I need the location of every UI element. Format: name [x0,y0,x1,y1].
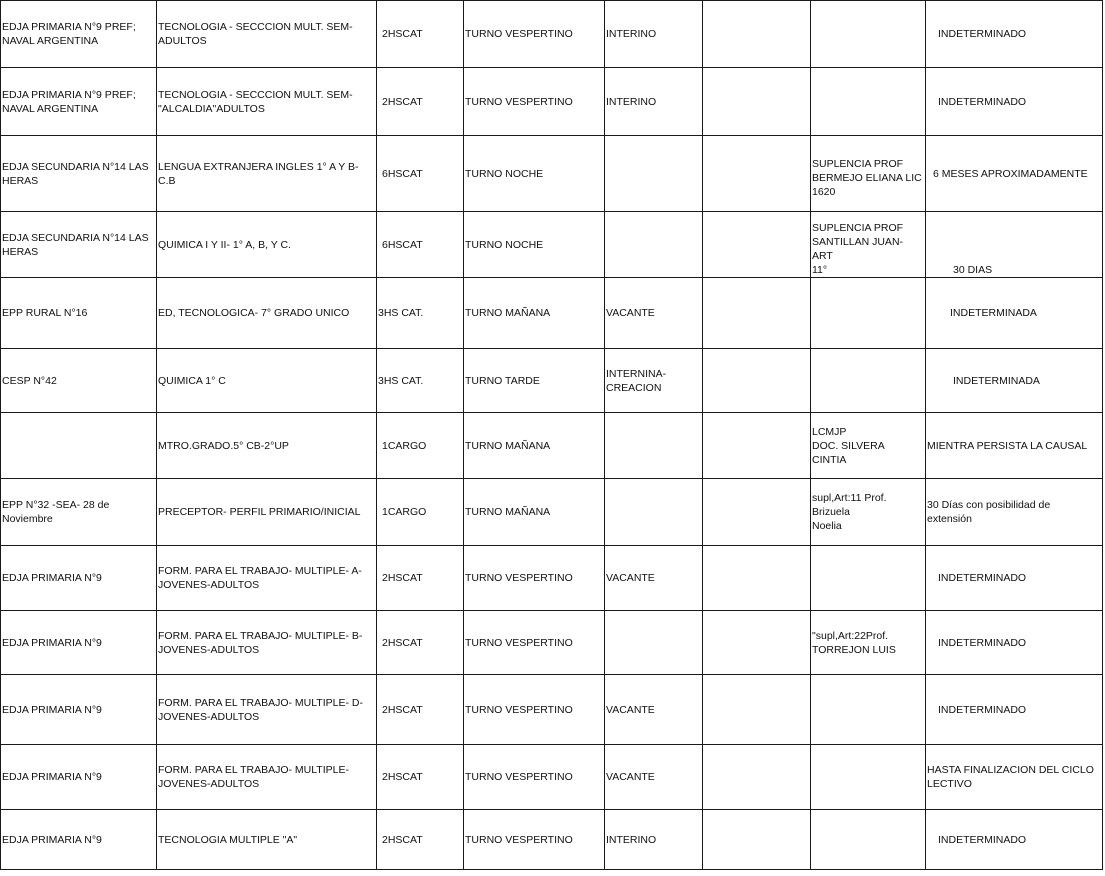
replacement-cell [811,278,926,349]
replacement-cell [811,546,926,611]
subject-cell: PRECEPTOR- PERFIL PRIMARIO/INICIAL [157,479,377,546]
replacement-cell [811,810,926,870]
replacement-cell [811,68,926,136]
school-cell: EDJA SECUNDARIA N°14 LAS HERAS [1,136,157,212]
hours-cell: 3HS CAT. [377,349,464,413]
duration-cell: MIENTRA PERSISTA LA CAUSAL [926,413,1103,479]
empty-cell [703,810,811,870]
status-cell: VACANTE [605,745,703,810]
duration-cell: INDETERMINADO [926,611,1103,675]
duration-cell: INDETERMINADO [926,675,1103,745]
replacement-cell [811,349,926,413]
duration-cell: INDETERMINADA [926,349,1103,413]
duration-cell: INDETERMINADO [926,546,1103,611]
shift-cell: TURNO VESPERTINO [464,675,605,745]
school-cell: EDJA PRIMARIA N°9 [1,745,157,810]
status-cell: INTERNINA- CREACION [605,349,703,413]
empty-cell [703,745,811,810]
table-row [1,810,1103,870]
shift-cell: TURNO NOCHE [464,136,605,212]
status-cell: INTERINO [605,1,703,68]
empty-cell [703,136,811,212]
shift-cell: TURNO NOCHE [464,212,605,278]
replacement-cell: SUPLENCIA PROF BERMEJO ELIANA LIC 1620 [811,136,926,212]
status-cell [605,136,703,212]
school-cell: EPP N°32 -SEA- 28 de Noviembre [1,479,157,546]
status-cell: VACANTE [605,278,703,349]
duration-cell: INDETERMINADO [926,68,1103,136]
duration-cell: 30 Días con posibilidad de extensión [926,479,1103,546]
replacement-cell [811,745,926,810]
school-cell [1,413,157,479]
replacement-cell [811,675,926,745]
duration-cell: HASTA FINALIZACION DEL CICLO LECTIVO [926,745,1103,810]
hours-cell: 2HSCAT [377,810,464,870]
hours-cell: 2HSCAT [377,611,464,675]
table-row [1,745,1103,810]
duration-cell: 6 MESES APROXIMADAMENTE [926,136,1103,212]
shift-cell: TURNO MAÑANA [464,479,605,546]
empty-cell [703,546,811,611]
subject-cell: FORM. PARA EL TRABAJO- MULTIPLE- A- JOVENES-ADULTOS [157,546,377,611]
table-row [1,212,1103,278]
replacement-cell: "supl,Art:22Prof. TORREJON LUIS [811,611,926,675]
school-cell: EDJA PRIMARIA N°9 [1,611,157,675]
subject-cell: FORM. PARA EL TRABAJO- MULTIPLE- B- JOVENES-ADULTOS [157,611,377,675]
shift-cell: TURNO TARDE [464,349,605,413]
duration-cell: INDETERMINADO [926,1,1103,68]
empty-cell [703,479,811,546]
table-row [1,1,1103,68]
table-row [1,675,1103,745]
duration-cell: 30 DIAS [926,212,1103,278]
table-row [1,546,1103,611]
table-row [1,611,1103,675]
table-row [1,413,1103,479]
empty-cell [703,212,811,278]
status-cell [605,212,703,278]
status-cell: VACANTE [605,675,703,745]
table-row [1,479,1103,546]
school-cell: EPP RURAL N°16 [1,278,157,349]
subject-cell: MTRO.GRADO.5° CB-2°UP [157,413,377,479]
subject-cell: ED, TECNOLOGICA- 7° GRADO UNICO [157,278,377,349]
hours-cell: 6HSCAT [377,212,464,278]
empty-cell [703,68,811,136]
empty-cell [703,413,811,479]
subject-cell: TECNOLOGIA - SECCCION MULT. SEM- "ALCALDIA"ADULTOS [157,68,377,136]
shift-cell: TURNO VESPERTINO [464,745,605,810]
shift-cell: TURNO VESPERTINO [464,1,605,68]
subject-cell: LENGUA EXTRANJERA INGLES 1° A Y B- C.B [157,136,377,212]
school-cell: EDJA PRIMARIA N°9 [1,675,157,745]
hours-cell: 2HSCAT [377,546,464,611]
hours-cell: 2HSCAT [377,1,464,68]
subject-cell: FORM. PARA EL TRABAJO- MULTIPLE- JOVENES-ADULTOS [157,745,377,810]
replacement-cell: supl,Art:11 Prof. Brizuela Noelia [811,479,926,546]
shift-cell: TURNO MAÑANA [464,278,605,349]
empty-cell [703,349,811,413]
hours-cell: 1CARGO [377,413,464,479]
replacement-cell: LCMJP DOC. SILVERA CINTIA [811,413,926,479]
status-cell: VACANTE [605,546,703,611]
subject-cell: TECNOLOGIA - SECCCION MULT. SEM- ADULTOS [157,1,377,68]
table-row [1,278,1103,349]
school-cell: EDJA PRIMARIA N°9 [1,810,157,870]
empty-cell [703,675,811,745]
empty-cell [703,278,811,349]
shift-cell: TURNO VESPERTINO [464,68,605,136]
shift-cell: TURNO VESPERTINO [464,546,605,611]
shift-cell: TURNO MAÑANA [464,413,605,479]
hours-cell: 2HSCAT [377,745,464,810]
status-cell [605,413,703,479]
status-cell: INTERINO [605,68,703,136]
replacement-cell: SUPLENCIA PROF SANTILLAN JUAN- ART 11° [811,212,926,278]
shift-cell: TURNO VESPERTINO [464,810,605,870]
subject-cell: QUIMICA 1° C [157,349,377,413]
hours-cell: 6HSCAT [377,136,464,212]
subject-cell: TECNOLOGIA MULTIPLE "A" [157,810,377,870]
school-cell: CESP N°42 [1,349,157,413]
subject-cell: QUIMICA I Y II- 1° A, B, Y C. [157,212,377,278]
status-cell [605,479,703,546]
replacement-cell [811,1,926,68]
hours-cell: 2HSCAT [377,675,464,745]
school-cell: EDJA PRIMARIA N°9 [1,546,157,611]
empty-cell [703,611,811,675]
shift-cell: TURNO VESPERTINO [464,611,605,675]
status-cell [605,611,703,675]
hours-cell: 1CARGO [377,479,464,546]
school-cell: EDJA PRIMARIA N°9 PREF; NAVAL ARGENTINA [1,68,157,136]
table-row [1,136,1103,212]
duration-cell: INDETERMINADO [926,810,1103,870]
duration-cell: INDETERMINADA [926,278,1103,349]
hours-cell: 2HSCAT [377,68,464,136]
school-cell: EDJA SECUNDARIA N°14 LAS HERAS [1,212,157,278]
table-row [1,349,1103,413]
subject-cell: FORM. PARA EL TRABAJO- MULTIPLE- D- JOVENES-ADULTOS [157,675,377,745]
table-row [1,68,1103,136]
school-cell: EDJA PRIMARIA N°9 PREF; NAVAL ARGENTINA [1,1,157,68]
empty-cell [703,1,811,68]
hours-cell: 3HS CAT. [377,278,464,349]
status-cell: INTERINO [605,810,703,870]
